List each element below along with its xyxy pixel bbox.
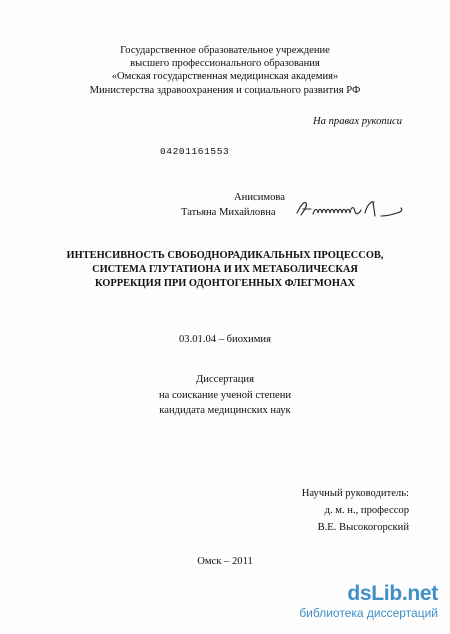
degree-line-1: Диссертация — [196, 374, 254, 385]
author-given-names: Татьяна Михайловна — [181, 207, 276, 218]
author-surname: Анисимова — [234, 192, 285, 203]
scientific-advisor-block — [302, 485, 409, 536]
title-line-2: СИСТЕМА ГЛУТАТИОНА И ИХ МЕТАБОЛИЧЕСКАЯ — [92, 264, 358, 276]
institution-line-3: «Омская государственная медицинская академия» — [111, 71, 339, 83]
institution-line-1: Государственное образовательное учреждение — [120, 45, 330, 56]
advisor-line-2: д. м. н., профессор — [324, 505, 409, 516]
title-line-1: ИНТЕНСИВНОСТЬ СВОБОДНОРАДИКАЛЬНЫХ ПРОЦЕССОВ, — [66, 250, 384, 261]
handwritten-signature — [293, 196, 409, 222]
specialty-code: 03.01.04 – биохимия — [179, 334, 271, 345]
watermark-subtitle: библиотека диссертаций — [299, 606, 438, 620]
manuscript-rights-note: На правах рукописи — [313, 116, 402, 127]
dissertation-title — [0, 249, 450, 292]
watermark-logo: dsLib.net — [347, 582, 438, 605]
institution-line-2: высшего профессионального образования — [130, 58, 320, 70]
watermark — [300, 582, 442, 628]
advisor-line-3: В.Е. Высокогорский — [317, 522, 409, 533]
title-line-3: КОРРЕКЦИЯ ПРИ ОДОНТОГЕННЫХ ФЛЕГМОНАХ — [95, 278, 355, 290]
institution-block — [0, 44, 450, 97]
document-code: 04201161553 — [160, 146, 230, 157]
place-and-year: Омск – 2011 — [197, 556, 253, 567]
advisor-line-1: Научный руководитель: — [301, 488, 409, 499]
institution-line-4: Министерства здравоохранения и социального развития РФ — [89, 84, 361, 96]
degree-line-2: на соискание ученой степени — [158, 389, 292, 401]
degree-line-3: кандидата медицинских наук — [159, 405, 291, 416]
dissertation-degree-block — [0, 372, 450, 419]
